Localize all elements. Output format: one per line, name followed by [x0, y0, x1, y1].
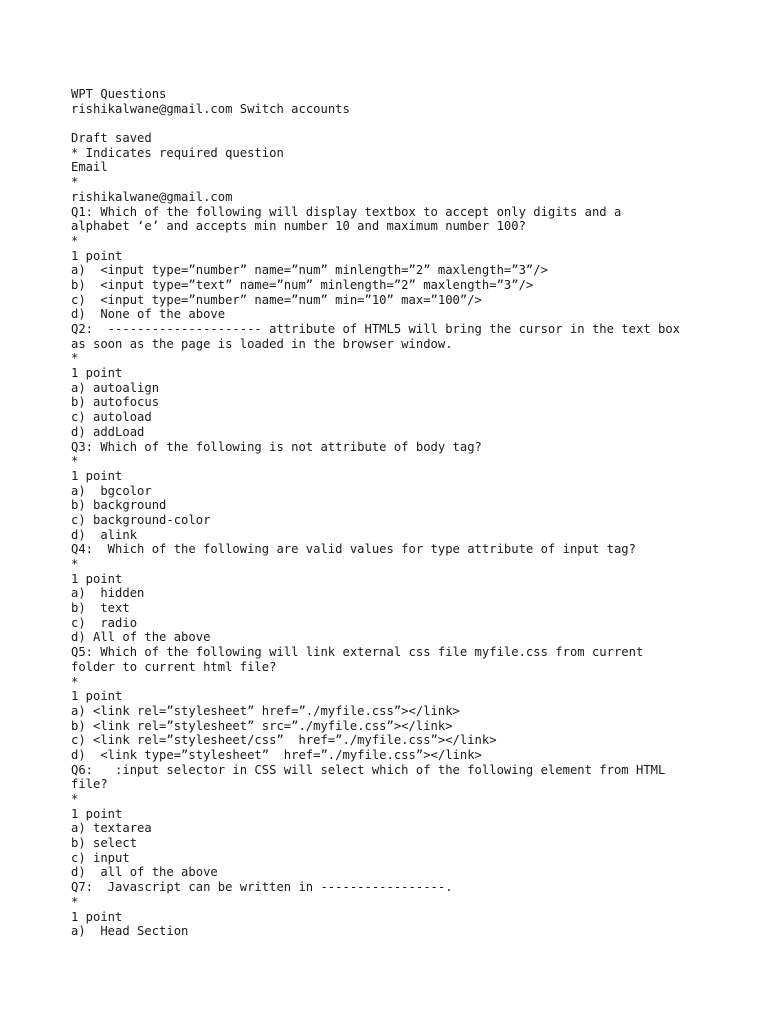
question-text: as soon as the page is loaded in the browser window. — [71, 336, 453, 351]
form-title: WPT Questions — [71, 87, 167, 101]
email-label: Email — [71, 160, 108, 175]
answer-option[interactable]: d) all of the above — [71, 865, 218, 880]
question-points: 1 point — [71, 689, 123, 704]
question-block — [71, 542, 751, 645]
question-list — [71, 205, 751, 939]
account-line — [71, 102, 751, 117]
answer-option[interactable]: a) hidden — [71, 586, 145, 601]
question-text: Q5: Which of the following will link external css file myfile.css from current — [71, 645, 644, 660]
question-block — [71, 763, 751, 881]
question-points: 1 point — [71, 909, 123, 924]
question-points: 1 point — [71, 806, 123, 821]
required-note: * Indicates required question — [71, 145, 284, 160]
required-marker: * — [71, 233, 79, 248]
question-text: Q4: Which of the following are valid values for type attribute of input tag? — [71, 542, 636, 557]
spacer — [71, 116, 751, 131]
required-marker: * — [71, 557, 79, 571]
question-text: alphabet ‘e’ and accepts min number 10 and maximum number 100? — [71, 219, 526, 234]
answer-option[interactable]: d) addLoad — [71, 424, 145, 439]
question-block — [71, 322, 751, 440]
switch-accounts-link[interactable]: Switch accounts — [239, 101, 350, 116]
answer-option[interactable]: c) background-color — [71, 512, 211, 527]
answer-option[interactable]: c) <link rel=”stylesheet/css” href=”./myfile.css”></link> — [71, 733, 497, 748]
answer-option[interactable]: d) None of the above — [71, 307, 226, 322]
required-marker: * — [71, 175, 79, 190]
question-text: Q6: :input selector in CSS will select which of the following element from HTML — [71, 762, 666, 777]
question-text: Q3: Which of the following is not attribute of body tag? — [71, 439, 482, 454]
question-text: folder to current html file? — [71, 659, 277, 674]
answer-option[interactable]: d) <link type=”stylesheet” href=”./myfile.css”></link> — [71, 747, 482, 762]
required-marker: * — [71, 454, 79, 469]
answer-option[interactable]: b) select — [71, 836, 138, 851]
answer-option[interactable]: d) alink — [71, 527, 138, 542]
question-points: 1 point — [71, 468, 123, 483]
answer-option[interactable]: b) text — [71, 601, 130, 616]
question-block — [71, 205, 751, 323]
required-marker: * — [71, 792, 79, 806]
answer-option[interactable]: b) background — [71, 498, 167, 513]
required-marker: * — [71, 674, 79, 689]
answer-option[interactable]: c) radio — [71, 615, 138, 630]
question-points: 1 point — [71, 248, 123, 263]
answer-option[interactable]: a) textarea — [71, 821, 152, 836]
question-text: file? — [71, 777, 108, 792]
draft-saved-status: Draft saved — [71, 131, 152, 146]
answer-option[interactable]: a) bgcolor — [71, 483, 152, 498]
question-points: 1 point — [71, 366, 123, 381]
answer-option[interactable]: c) autoload — [71, 410, 152, 425]
answer-option[interactable]: b) autofocus — [71, 395, 160, 410]
question-block — [71, 880, 751, 939]
answer-option[interactable]: c) input — [71, 850, 130, 865]
answer-option[interactable]: a) <input type=”number” name=”num” minlength=”2” maxlength=”3”/> — [71, 263, 548, 278]
answer-option[interactable]: b) <input type=”text” name=”num” minlength=”2” maxlength=”3”/> — [71, 277, 534, 292]
form-document — [71, 87, 751, 939]
email-input[interactable]: rishikalwane@gmail.com — [71, 189, 233, 204]
answer-option[interactable]: a) Head Section — [71, 924, 189, 939]
question-points: 1 point — [71, 571, 123, 586]
answer-option[interactable]: a) <link rel=”stylesheet” href=”./myfile.css”></link> — [71, 703, 460, 718]
answer-option[interactable]: a) autoalign — [71, 380, 160, 395]
question-text: Q2: --------------------- attribute of HTML5 will bring the cursor in the text box — [71, 322, 681, 336]
answer-option[interactable]: c) <input type=”number” name=”num” min=”10” max=”100”/> — [71, 292, 482, 307]
required-marker: * — [71, 894, 79, 909]
question-block — [71, 645, 751, 763]
required-marker: * — [71, 351, 79, 366]
answer-option[interactable]: b) <link rel=”stylesheet” src=”./myfile.css”></link> — [71, 718, 453, 733]
question-text: Q1: Which of the following will display textbox to accept only digits and a — [71, 204, 622, 219]
question-block — [71, 440, 751, 543]
answer-option[interactable]: d) All of the above — [71, 630, 211, 645]
account-email: rishikalwane@gmail.com — [71, 101, 233, 116]
question-text: Q7: Javascript can be written in -----------------. — [71, 880, 453, 895]
